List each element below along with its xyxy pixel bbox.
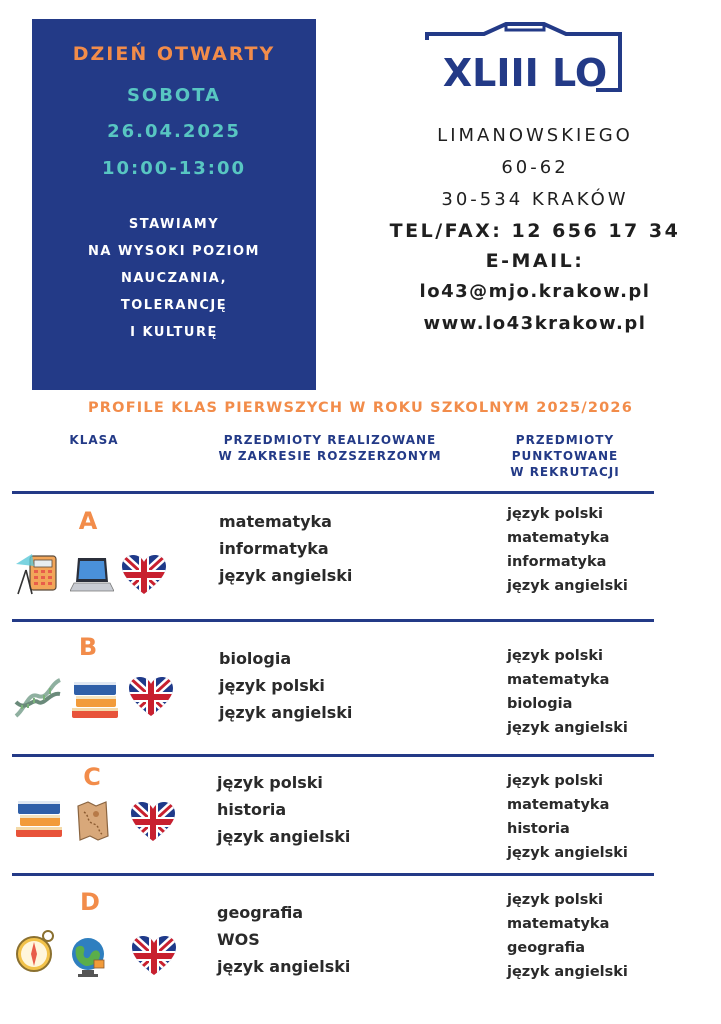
motto-line: NAUCZANIA, bbox=[120, 271, 228, 286]
books-icon bbox=[14, 797, 64, 843]
scored-subjects bbox=[507, 502, 628, 598]
motto-line: TOLERANCJĘ bbox=[120, 298, 228, 313]
scored-subjects bbox=[507, 769, 628, 865]
column-header-class: KLASA bbox=[69, 433, 119, 447]
open-day-hours: 10:00-13:00 bbox=[101, 158, 247, 179]
column-header-scored bbox=[490, 432, 640, 480]
class-letter: A bbox=[78, 507, 98, 535]
open-day-title: DZIEŃ OTWARTY bbox=[72, 43, 276, 65]
logo-text: XLIII LO bbox=[442, 51, 608, 94]
row-divider bbox=[12, 619, 654, 622]
phone-fax: TEL/FAX: 12 656 17 34 bbox=[389, 220, 681, 242]
extended-subjects bbox=[217, 769, 350, 850]
dna-icon bbox=[14, 678, 62, 724]
column-header-line: PRZEDMIOTY bbox=[515, 433, 615, 447]
motto-line: NA WYSOKI POZIOM bbox=[88, 244, 260, 259]
class-letter: C bbox=[83, 763, 101, 791]
subject-item: język angielski bbox=[219, 703, 353, 722]
subject-item: język polski bbox=[507, 773, 603, 789]
address-street: LIMANOWSKIEGO bbox=[437, 125, 633, 146]
subject-item: geografia bbox=[217, 903, 304, 922]
open-day-weekday: SOBOTA bbox=[126, 85, 222, 106]
motto-line: STAWIAMY bbox=[128, 217, 220, 232]
scored-subjects bbox=[507, 888, 628, 984]
subject-item: biologia bbox=[219, 649, 292, 668]
subject-item: matematyka bbox=[507, 916, 610, 932]
column-header-line: PUNKTOWANE bbox=[511, 449, 619, 463]
globe-icon bbox=[68, 934, 110, 982]
row-divider bbox=[12, 873, 654, 876]
subject-item: język polski bbox=[507, 892, 603, 908]
subject-item: informatyka bbox=[219, 539, 329, 558]
subject-item: matematyka bbox=[507, 530, 610, 546]
map-scroll-icon bbox=[74, 800, 110, 846]
subject-item: język angielski bbox=[507, 845, 628, 861]
subject-item: biologia bbox=[507, 696, 573, 712]
extended-subjects bbox=[217, 899, 350, 980]
laptop-icon bbox=[70, 556, 114, 598]
subject-item: matematyka bbox=[507, 672, 610, 688]
subject-item: geografia bbox=[507, 940, 586, 956]
calculator-icon bbox=[14, 552, 60, 600]
subject-item: matematyka bbox=[219, 512, 332, 531]
subject-item: historia bbox=[217, 800, 287, 819]
email-address[interactable]: lo43@mjo.krakow.pl bbox=[419, 281, 651, 302]
subject-item: język polski bbox=[507, 648, 603, 664]
column-header-line: PRZEDMIOTY REALIZOWANE bbox=[223, 433, 437, 447]
subject-item: informatyka bbox=[507, 554, 607, 570]
school-motto bbox=[32, 211, 316, 346]
school-building-logo-icon bbox=[424, 20, 626, 94]
subject-item: język angielski bbox=[507, 964, 628, 980]
subject-item: język angielski bbox=[507, 578, 628, 594]
subject-item: język polski bbox=[219, 676, 325, 695]
scored-subjects bbox=[507, 644, 628, 740]
uk-heart-icon bbox=[122, 555, 166, 599]
subject-item: język angielski bbox=[217, 957, 351, 976]
subject-item: język angielski bbox=[507, 720, 628, 736]
uk-heart-icon bbox=[129, 677, 173, 721]
school-logo bbox=[424, 20, 626, 94]
compass-icon bbox=[14, 930, 58, 978]
subject-item: WOS bbox=[217, 930, 260, 949]
email-label: E-MAIL: bbox=[485, 250, 585, 272]
class-letter: B bbox=[78, 633, 98, 661]
subject-item: język angielski bbox=[217, 827, 351, 846]
extended-subjects bbox=[219, 508, 352, 589]
website-link[interactable]: www.lo43krakow.pl bbox=[423, 313, 647, 334]
contact-block bbox=[345, 120, 721, 340]
open-day-box bbox=[32, 19, 316, 390]
extended-subjects bbox=[219, 645, 352, 726]
row-divider bbox=[12, 491, 654, 494]
subject-item: matematyka bbox=[507, 797, 610, 813]
profiles-title: PROFILE KLAS PIERWSZYCH W ROKU SZKOLNYM 2025/2026 bbox=[87, 400, 634, 416]
subject-item: język polski bbox=[507, 506, 603, 522]
column-header-line: W REKRUTACJI bbox=[510, 465, 620, 479]
books-icon bbox=[70, 678, 120, 724]
uk-heart-icon bbox=[131, 802, 175, 846]
class-letter: D bbox=[80, 888, 100, 916]
open-day-date: 26.04.2025 bbox=[107, 121, 241, 142]
subject-item: język polski bbox=[217, 773, 323, 792]
uk-heart-icon bbox=[132, 936, 176, 980]
subject-item: język angielski bbox=[219, 566, 353, 585]
address-number: 60-62 bbox=[501, 157, 569, 178]
subject-item: historia bbox=[507, 821, 570, 837]
address-city: 30-534 KRAKÓW bbox=[441, 189, 629, 210]
motto-line: I KULTURĘ bbox=[130, 325, 218, 340]
column-header-extended bbox=[190, 432, 470, 464]
column-header-line: W ZAKRESIE ROZSZERZONYM bbox=[218, 449, 442, 463]
row-divider bbox=[12, 754, 654, 757]
